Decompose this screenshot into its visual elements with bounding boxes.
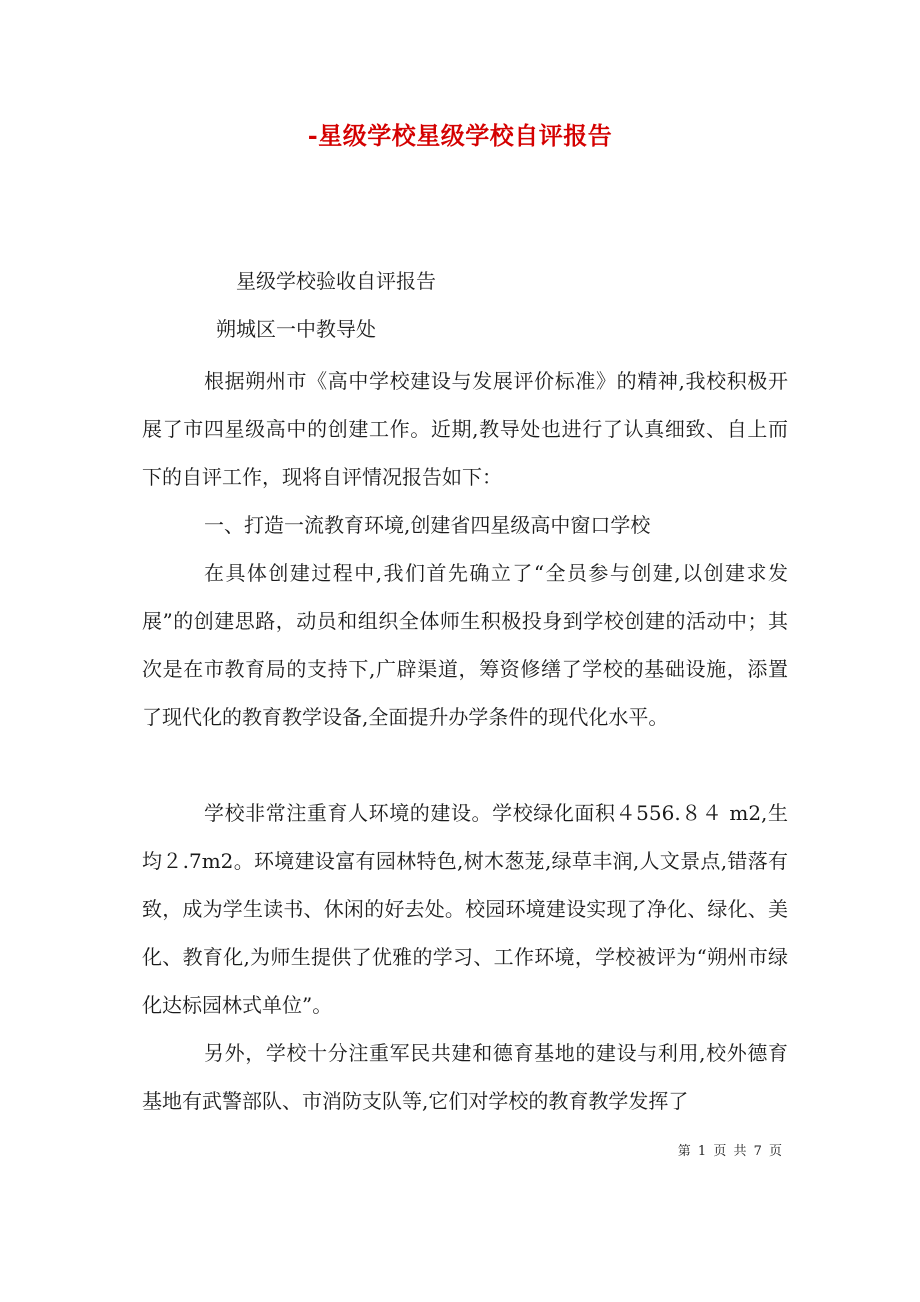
paragraph-moral-base: 另外，学校十分注重军民共建和德育基地的建设与利用,校外德育基地有武警部队、市消防支队等,它们对学校的教育教学发挥了 [142,1041,788,1113]
body-section-environment [142,789,788,1029]
document-title: -星级学校星级学校自评报告 [307,121,613,150]
body-section-moral-base [142,1029,788,1125]
document-author: 朔城区一中教导处 [216,317,376,341]
body-section-intro [142,357,788,741]
paragraph-strategy: 在具体创建过程中,我们首先确立了“全员参与创建,以创建求发展”的创建思路，动员和组织全体师生积极投身到学校创建的活动中；其次是在市教育局的支持下,广辟渠道，筹资修缮了学校的基础设施，添置了现代化的教育教学设备,全面提升办学条件的现代化水平。 [142,561,788,729]
section-heading-1: 一、打造一流教育环境,创建省四星级高中窗口学校 [204,513,651,537]
paragraph-intro: 根据朔州市《高中学校建设与发展评价标准》的精神,我校积极开展了市四星级高中的创建工作。近期,教导处也进行了认真细致、自上而下的自评工作，现将自评情况报告如下： [142,369,788,489]
paragraph-environment: 学校非常注重育人环境的建设。学校绿化面积４556.８４ m2,生均２.7m2。环境建设富有园林特色,树木葱茏,绿草丰润,人文景点,错落有致，成为学生读书、休闲的好去处。校园环境建设实现了净化、绿化、美化、教育化,为师生提供了优雅的学习、工作环境，学校被评为“朔州市绿化达标园林式单位”。 [142,801,788,1017]
page-number: 第 1 页 共 7 页 [677,1144,782,1159]
document-subtitle: 星级学校验收自评报告 [236,269,436,293]
